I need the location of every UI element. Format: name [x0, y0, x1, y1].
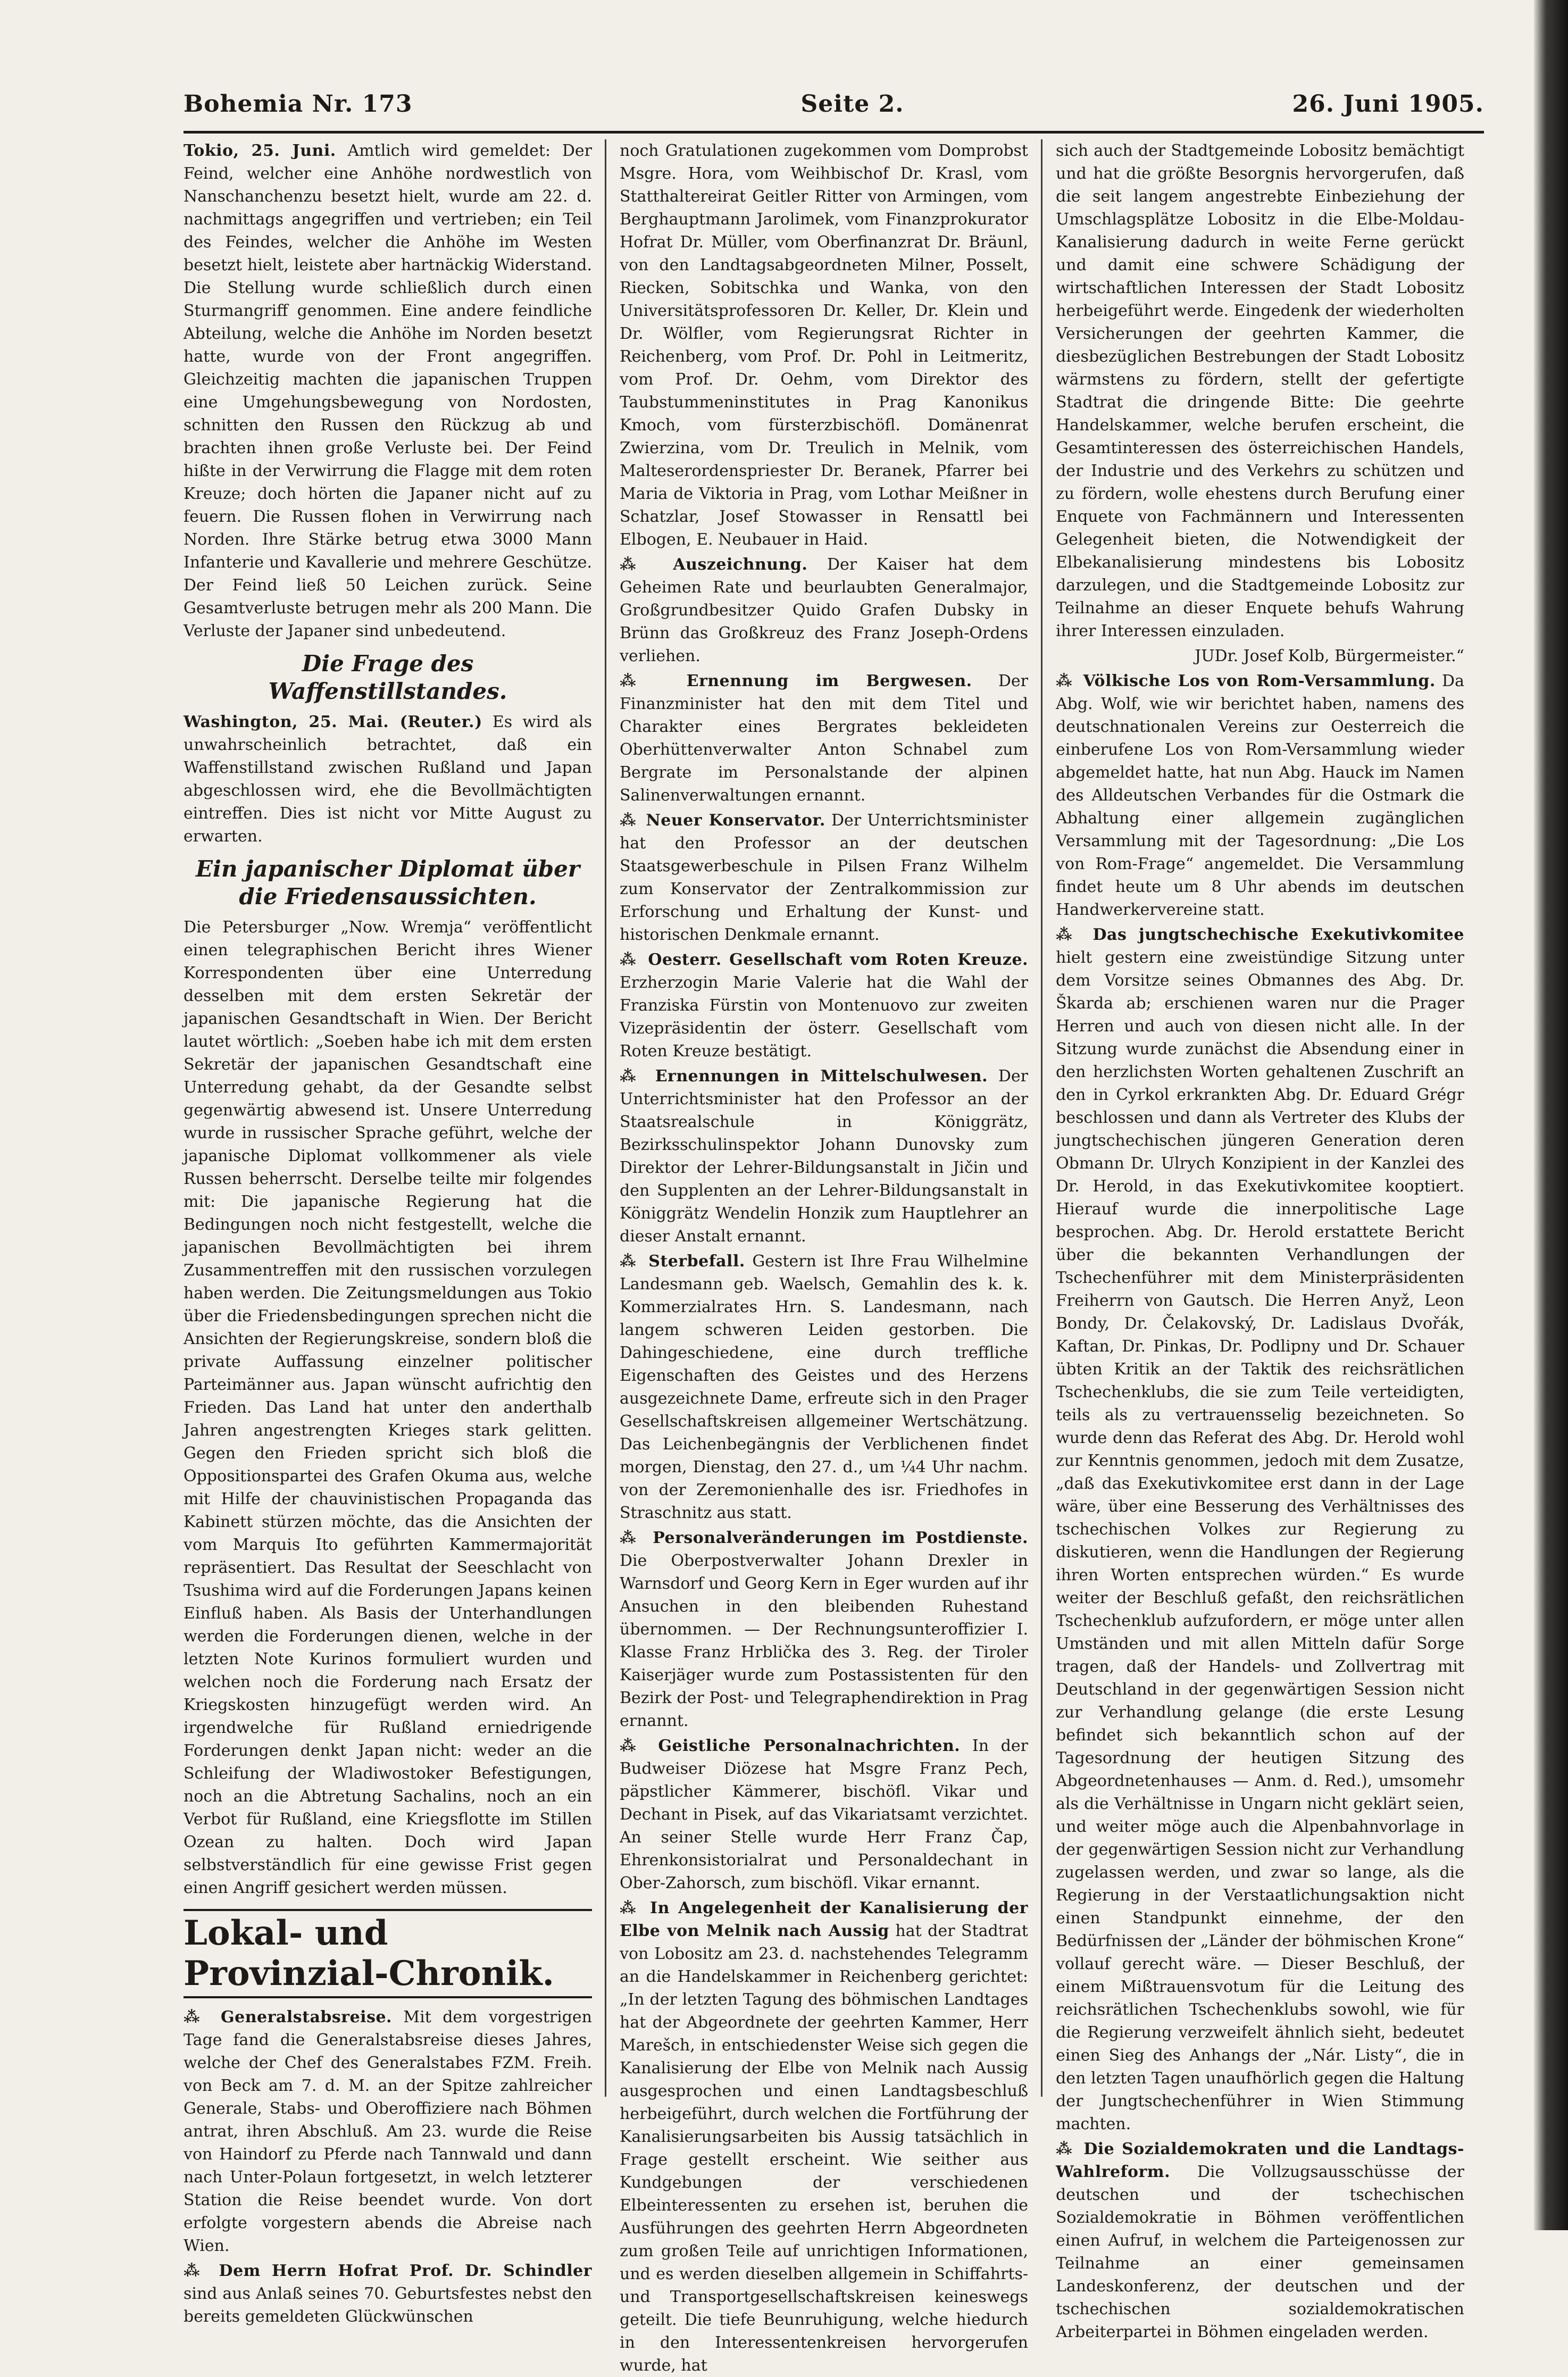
headline-japanischer-diplomat: Ein japanischer Diplomat über die Friedensaussichten.	[196, 856, 580, 910]
article-konservator	[620, 809, 1028, 946]
section-mark-icon: ⁂	[620, 672, 657, 690]
article-lead: Auszeichnung.	[673, 555, 808, 574]
article-text: Der Unterrichtsminister hat den Professor an der deutschen Staatsgewerbeschule in Pilsen Franz Wilhelm zum Konservator der Zentralkommission zur Erforschung und Erhaltung der Kunst- und historischen Denkmale ernannt.	[620, 811, 1028, 944]
article-lead: Geistliche Personalnachrichten.	[658, 1737, 961, 1755]
article-lead: Personalveränderungen im Postdienste.	[653, 1529, 1028, 1547]
signature-line: JUDr. Josef Kolb, Bürgermeister.“	[1195, 647, 1464, 665]
article-text: Erzherzogin Marie Valerie hat die Wahl der Franziska Fürstin von Montenuovo zur zweiten Vizepräsidentin der österr. Gesellschaft vom Roten Kreuze bestätigt.	[620, 973, 1028, 1061]
article-text: Mit dem vorgestrigen Tage fand die Generalstabsreise dieses Jahres, welche der Chef des Generalstabes FZM. Freih. von Beck am 7. d. M. an der Spitze zahlreicher Generale, Stabs- und Oberoffiziere nach Böhmen antrat, ihren Abschluß. Am 23. wurde die Reise von Haindorf zu Pferde nach Tannwald und dann nach Unter-Polaun fortgesetzt, in welch letzterer Station die Reise beendet wurde. Von dort erfolgte vorgestern abends die Abreise nach Wien.	[184, 2008, 592, 2255]
article-generalstabsreise	[184, 2006, 592, 2257]
article-elbe-kanalisierung	[620, 1897, 1028, 2377]
column-1	[184, 139, 592, 2326]
article-lead: Sterbefall.	[648, 1252, 745, 1271]
article-sterbefall	[620, 1250, 1028, 1524]
article-text: Die Vollzugsausschüsse der deutschen und der tschechischen Sozialdemokratie in Böhmen veröffentlichen einen Aufruf, in welchem die Parteigenossen zur Teilnahme an einer gemeinsamen Landeskonferenz, der deutschen und der tschechischen sozialdemokratischen Arbeiterpartei in Böhmen eingeladen werden.	[1056, 2163, 1464, 2341]
article-lead: Neuer Konservator.	[646, 811, 825, 830]
article-washington	[184, 711, 592, 848]
column-3	[1056, 139, 1464, 2341]
section-mark-icon: ⁂	[1056, 925, 1079, 944]
article-lead: Dem Herrn Hofrat Prof. Dr. Schindler	[219, 2262, 592, 2280]
article-postdienst	[620, 1527, 1028, 1732]
article-bergwesen	[620, 670, 1028, 807]
article-geistliche	[620, 1734, 1028, 1895]
article-lobositz-continued	[1056, 139, 1464, 643]
article-text: hielt gestern eine zweistündige Sitzung unter dem Vorsitze seines Obmannes des Abg. Dr. Škarda ab; erschienen waren nur die Prager Herren und auch von diesen nicht alle. In der Sitzung wurde zunächst die Absendung einer in den herzlichsten Worten gehaltenen Zuschrift an den in Cyrkol erkrankten Abg. Dr. Eduard Grégr beschlossen und dann als Vertreter des Klubs der jungtschechischen jüngeren Generation deren Obmann Dr. Ulrych Konzipient in der Kanzlei des Dr. Herold, in das Exekutivkomitee kooptiert. Hierauf wurde die innerpolitische Lage besprochen. Abg. Dr. Herold erstattete Bericht über die bekannten Verhandlungen der Tschechenführer mit dem Ministerpräsidenten Freiherrn von Gautsch. Die Herren Anyž, Leon Bondy, Dr. Čelakovský, Dr. Ladislaus Dvořák, Kaftan, Dr. Pinkas, Dr. Podlipny und Dr. Schauer übten Kritik an der Taktik des reichsrätlichen Tschechenklubs, die sie zum Teile verteidigten, teils als zu vertrauensselig bezeichneten. So wurde denn das Referat des Abg. Dr. Herold wohl zur Kenntnis genommen, jedoch mit dem Zusatze, „daß das Exekutivkomitee erst dann in der Lage wäre, über eine Besserung des Verhältnisses des tschechischen Volkes zur Regierung zu diskutieren, wenn die Handlungen der Regierung ihren Worten entsprechen würden.“ Es wurde weiter der Beschluß gefaßt, den reichsrätlichen Tschechenklub aufzufordern, er möge unter allen Umständen und mit allen Mitteln dafür Sorge tragen, daß der Handels- und Zollvertrag mit Deutschland in der gegenwärtigen Session nicht zur Verhandlung gelange (die erste Lesung befindet sich bekanntlich schon auf der Tagesordnung der heutigen Sitzung des Abgeordnetenhauses — Anm. d. Red.), umsomehr als die Verhältnisse in Ungarn nicht geklärt seien, und weiter möge auch die Alpenbahnvorlage in der gegenwärtigen Session nicht zur Verhandlung zugelassen werden, und zwar so lange, als die Regierung in der Verstaatlichungsaktion nicht einen Standpunkt einnehme, der den Bedürfnissen der „Länder der böhmischen Krone“ vollauf gerecht wäre. — Dieser Beschluß, der einem Mißtrauensvotum für die Leitung des reichsrätlichen Tschechenklubs sowohl, wie für die Regierung verzweifelt ähnlich sieht, bedeutet einen Sieg des Anhangs der „Nár. Listy“, die in den letzten Tagen unaufhörlich gegen die Haltung der Jungtschechenführer in Wien Stimmung machten.	[1056, 948, 1464, 2133]
headline-waffenstillstand: Die Frage des Waffenstillstandes.	[268, 650, 507, 704]
article-text: sich auch der Stadtgemeinde Lobositz bemächtigt und hat die größte Besorgnis hervorgerufen, daß die seit langem angestrebte Einbeziehung der Umschlagsplätze Lobositz in die Elbe-Moldau-Kanalisierung dadurch in weite Ferne gerückt und damit eine schwere Schädigung der wirtschaftlichen Interessen der Stadt Lobositz herbeigeführt werde. Eingedenk der wiederholten Versicherungen der geehrten Kammer, die diesbezüglichen Bestrebungen der Stadt Lobositz wärmstens zu fördern, stellt der gefertigte Stadtrat die dringende Bitte: Die geehrte Handelskammer, welche berufen erscheint, die Gesamtinteressen des österreichischen Handels, der Industrie und des Verkehrs zu schützen und zu fördern, wolle ehestens durch Berufung einer Enquete von Fachmännern und Interessenten Gelegenheit bieten, die Notwendigkeit der Elbekanalisierung mindestens bis Lobositz darzulegen, und die Stadtgemeinde Lobositz zur Teilnahme an dieser Enquete behufs Wahrung ihrer Interessen einzuladen.	[1056, 141, 1464, 640]
section-mark-icon: ⁂	[620, 950, 638, 969]
article-text: hat der Stadtrat von Lobositz am 23. d. nachstehendes Telegramm an die Handelskammer in Reichenberg gerichtet: „In der letzten Tagung des böhmischen Landtages hat der Abgeordnete der geehrten Kammer, Herr Marešch, in entschiedenster Weise sich gegen die Kanalisierung der Elbe von Melnik nach Aussig ausgesprochen und einen Landtagsbeschluß herbeigeführt, durch welchen die Fortführung der Kanalisierungsarbeiten bis Aussig tatsächlich in Frage gestellt erscheint. Wie seither aus Kundgebungen der verschiedenen Elbeinteressenten zu ersehen ist, beruhen die Ausführungen des geehrten Herrn Abgeordneten zum großen Teile auf unrichtigen Informationen, und es werden dieselben allgemein in Schiffahrts- und Transportgesellschaftskreisen keineswegs geteilt. Die tiefe Beunruhigung, welche hiedurch in den Interessentenkreisen hervorgerufen wurde, hat	[620, 1922, 1028, 2375]
paper-name-number: Bohemia Nr. 173	[184, 90, 413, 118]
page-header	[184, 80, 1484, 128]
article-text: Amtlich wird gemeldet: Der Feind, welcher eine Anhöhe nordwestlich von Nanschanchenzu besetzt hielt, wurde am 22. d. nachmittags angegriffen und vertrieben; ein Teil des Feindes, welcher die Anhöhe im Westen besetzt hielt, leistete aber hartnäckig Widerstand. Die Stellung wurde schließlich durch einen Sturmangriff genommen. Eine andere feindliche Abteilung, welche die Anhöhe im Norden besetzt hatte, wurde von der Front angegriffen. Gleichzeitig machten die japanischen Truppen eine Umgehungsbewegung von Nordosten, schnitten den Russen den Rückzug ab und brachten ihnen große Verluste bei. Der Feind hißte in der Verwirrung die Flagge mit dem roten Kreuze; doch hörten die Japaner nicht auf zu feuern. Die Russen flohen in Verwirrung nach Norden. Ihre Stärke betrug etwa 3000 Mann Infanterie und Kavallerie und mehrere Geschütze. Der Feind ließ 50 Leichen zurück. Seine Gesamtverluste betrugen mehr als 200 Mann. Die Verluste der Japaner sind unbedeutend.	[184, 141, 592, 640]
section-mark-icon: ⁂	[1056, 2140, 1074, 2158]
article-auszeichnung	[620, 553, 1028, 668]
issue-date: 26. Juni 1905.	[1292, 90, 1484, 118]
article-lead: Ernennung im Bergwesen.	[686, 672, 972, 690]
article-mittelschulwesen	[620, 1065, 1028, 1248]
article-text: sind aus Anlaß seines 70. Geburtsfestes nebst den bereits gemeldeten Glückwünschen	[184, 2284, 592, 2326]
page-edge-shadow	[1534, 0, 1568, 2230]
article-lead: In Angelegenheit der Kanalisierung der Elbe von Melnik nach Aussig	[620, 1899, 1028, 1940]
article-text: Da Abg. Wolf, wie wir berichtet haben, namens des deutschnationalen Vereins zur Oesterreich die einberufene Los von Rom-Versammlung wieder abgemeldet hatte, hat nun Abg. Hauck im Namen des Alldeutschen Verbandes für die Ostmark die Abhaltung einer allgemein zugänglichen Versammlung mit der Tagesordnung: „Die Los von Rom-Frage“ angemeldet. Die Versammlung findet heute um 8 Uhr abends im deutschen Handwerkervereine statt.	[1056, 672, 1464, 919]
section-mark-icon: ⁂	[620, 1899, 639, 1917]
article-lead: Das jungtschechische Exekutivkomitee	[1092, 925, 1464, 944]
page-number: Seite 2.	[800, 90, 904, 118]
article-lead: Völkische Los von Rom-Versammlung.	[1083, 672, 1436, 690]
dateline: Washington, 25. Mai. (Reuter.)	[184, 713, 482, 731]
column-divider	[1041, 139, 1042, 2097]
section-mark-icon: ⁂	[184, 2008, 206, 2026]
article-lead: Oesterr. Gesellschaft vom Roten Kreuze.	[648, 950, 1028, 969]
article-text: Der Unterrichtsminister hat den Professor an der Staatsrealschule in Königgrätz, Bezirksschulinspektor Johann Dunovsky zum Direktor der Lehrer-Bildungsanstalt in Jičin und den Supplenten an der Lehrer-Bildungsanstalt in Königgrätz Wendelin Honzik zum Hauptlehrer an dieser Anstalt ernannt.	[620, 1067, 1028, 1246]
column-2	[620, 139, 1028, 2375]
article-text: noch Gratulationen zugekommen vom Domprobst Msgre. Hora, vom Weihbischof Dr. Krasl, vom Statthaltereirat Geitler Ritter von Armingen, vom Berghauptmann Jarolimek, vom Finanzprokurator Hofrat Dr. Müller, vom Oberfinanzrat Dr. Bräunl, von den Landtagsabgeordneten Milner, Posselt, Riecken, Sobitschka und Wanka, von den Universitätsprofessoren Dr. Keller, Dr. Klein und Dr. Wölfler, vom Regierungsrat Richter in Reichenberg, vom Prof. Dr. Pohl in Leitmeritz, vom Prof. Dr. Oehm, vom Direktor des Taubstummeninstitutes in Prag Kanonikus Kmoch, vom fürsterzbischöfl. Domänenrat Zwierzina, vom Dr. Treulich in Melnik, vom Malteserordenspriester Dr. Beranek, Pfarrer bei Maria de Viktoria in Prag, vom Lothar Meißner in Schatzlar, Josef Stowasser in Rensattl bei Elbogen, E. Neubauer in Haid.	[620, 141, 1028, 549]
column-divider	[605, 139, 606, 2097]
article-lead: Generalstabsreise.	[220, 2008, 392, 2026]
article-text: Es wird als unwahrscheinlich betrachtet, daß ein Waffenstillstand zwischen Rußland und Japan abgeschlossen wird, ehe die Bevollmächtigten eintreffen. Dies ist nicht vor Mitte August zu erwarten.	[184, 713, 592, 846]
section-mark-icon: ⁂	[620, 555, 650, 574]
article-jungtschechisch	[1056, 923, 1464, 2136]
article-diplomat	[184, 916, 592, 1899]
article-lead: Ernennungen in Mittelschulwesen.	[655, 1067, 988, 1086]
article-lead: Die Sozialdemokraten und die Landtags-Wahlreform.	[1056, 2140, 1464, 2181]
dateline: Tokio, 25. Juni.	[184, 141, 336, 160]
section-mark-icon: ⁂	[184, 2262, 205, 2280]
article-gratulationen	[620, 139, 1028, 551]
article-rotes-kreuz	[620, 948, 1028, 1063]
article-text: Die Oberpostverwalter Johann Drexler in Warnsdorf und Georg Kern in Eger wurden auf ihr Ansuchen in den bleibenden Ruhestand übernommen. — Der Rechnungsunteroffizier I. Klasse Franz Hrblička des 3. Reg. der Tiroler Kaiserjäger wurde zum Postassistenten für den Bezirk der Post- und Telegraphendirektion in Prag ernannt.	[620, 1552, 1028, 1730]
section-mark-icon: ⁂	[620, 1737, 643, 1755]
article-text: Der Kaiser hat dem Geheimen Rate und beurlaubten Generalmajor, Großgrundbesitzer Quido Grafen Dubsky in Brünn das Großkreuz des Franz Joseph-Ordens verliehen.	[620, 555, 1028, 665]
article-tokio	[184, 139, 592, 643]
section-mark-icon: ⁂	[620, 1252, 638, 1271]
article-text: Gestern ist Ihre Frau Wilhelmine Landesmann geb. Waelsch, Gemahlin des k. k. Kommerzialrates Hrn. S. Landesmann, nach langem schweren Leiden gestorben. Die Dahingeschiedene, eine durch treffliche Eigenschaften des Geistes und des Herzens ausgezeichnete Dame, erfreute sich in den Prager Gesellschaftskreisen allgemeiner Wertschätzung. Das Leichenbegängnis der Verblichenen findet morgen, Dienstag, den 27. d., um ¼4 Uhr nachm. von der Zeremonienhalle des isr. Friedhofes in Straschnitz aus statt.	[620, 1252, 1028, 1522]
article-sozialdemokraten	[1056, 2138, 1464, 2343]
header-rule	[184, 131, 1484, 134]
article-los-von-rom	[1056, 670, 1464, 921]
section-mark-icon: ⁂	[620, 1067, 641, 1086]
article-schindler	[184, 2259, 592, 2328]
section-title-lokal-chronik: Lokal- und Provinzial-Chronik.	[184, 1909, 592, 1998]
article-text: Die Petersburger „Now. Wremja“ veröffentlicht einen telegraphischen Bericht ihres Wiener Korrespondenten über eine Unterredung desselben mit dem ersten Sekretär der japanischen Gesandtschaft in Wien. Der Bericht lautet wörtlich: „Soeben habe ich mit dem ersten Sekretär der japanischen Gesandtschaft eine Unterredung gehabt, da der Gesandte selbst gegenwärtig abwesend ist. Unsere Unterredung wurde in russischer Sprache geführt, welche der japanische Diplomat vollkommener als viele Russen beherrscht. Derselbe teilte mir folgendes mit: Die japanische Regierung hat die Bedingungen noch nicht festgestellt, welche die japanischen Bevollmächtigten bei ihrem Zusammentreffen mit den russischen vorzulegen haben werden. Die Zeitungsmeldungen aus Tokio über die Friedensbedingungen sprechen nicht die Ansichten der Regierungskreise, sondern bloß die private Auffassung einzelner politischer Parteimänner aus. Japan wünscht aufrichtig den Frieden. Das Land hat unter den anderthalb Jahren angestrengten Krieges stark gelitten. Gegen den Frieden spricht sich bloß die Oppositionspartei des Grafen Okuma aus, welche mit Hilfe der chauvinistischen Propaganda das Kabinett stürzen möchte, das die Ansichten der vom Marquis Ito geführten Kammermajorität repräsentiert. Das Resultat der Seeschlacht von Tsushima wird auf die Forderungen Japans keinen Einfluß haben. Als Basis der Unterhandlungen werden die Forderungen dienen, welche in der letzten Note Kurinos formuliert wurden und welchen noch die Forderung nach Ersatz der Kriegskosten hinzugefügt werden wird. An irgendwelche für Rußland erniedrigende Forderungen denkt Japan nicht: weder an die Schleifung der Wladiwostoker Befestigungen, noch an die Abtretung Sachalins, noch an ein Verbot für Rußland, eine Kriegsflotte im Stillen Ozean zu halten. Doch wird Japan selbstverständlich für eine gewisse Frist gegen einen Angriff gesichert werden müssen.	[184, 918, 592, 1897]
article-text: In der Budweiser Diözese hat Msgre Franz Pech, päpstlicher Kämmerer, bischöfl. Vikar und Dechant in Pisek, auf das Vikariatsamt verzichtet. An seiner Stelle wurde Herr Franz Čap, Ehrenkonsistorialrat und Personaldechant in Ober-Zahorsch, zum bischöfl. Vikar ernannt.	[620, 1737, 1028, 1892]
article-text: Der Finanzminister hat den mit dem Titel und Charakter eines Bergrates bekleideten Oberhüttenverwalter Anton Schnabel zum Bergrate im Personalstande der alpinen Salinenverwaltungen ernannt.	[620, 672, 1028, 805]
section-mark-icon: ⁂	[620, 811, 637, 830]
section-mark-icon: ⁂	[620, 1529, 640, 1547]
section-mark-icon: ⁂	[1056, 672, 1074, 690]
